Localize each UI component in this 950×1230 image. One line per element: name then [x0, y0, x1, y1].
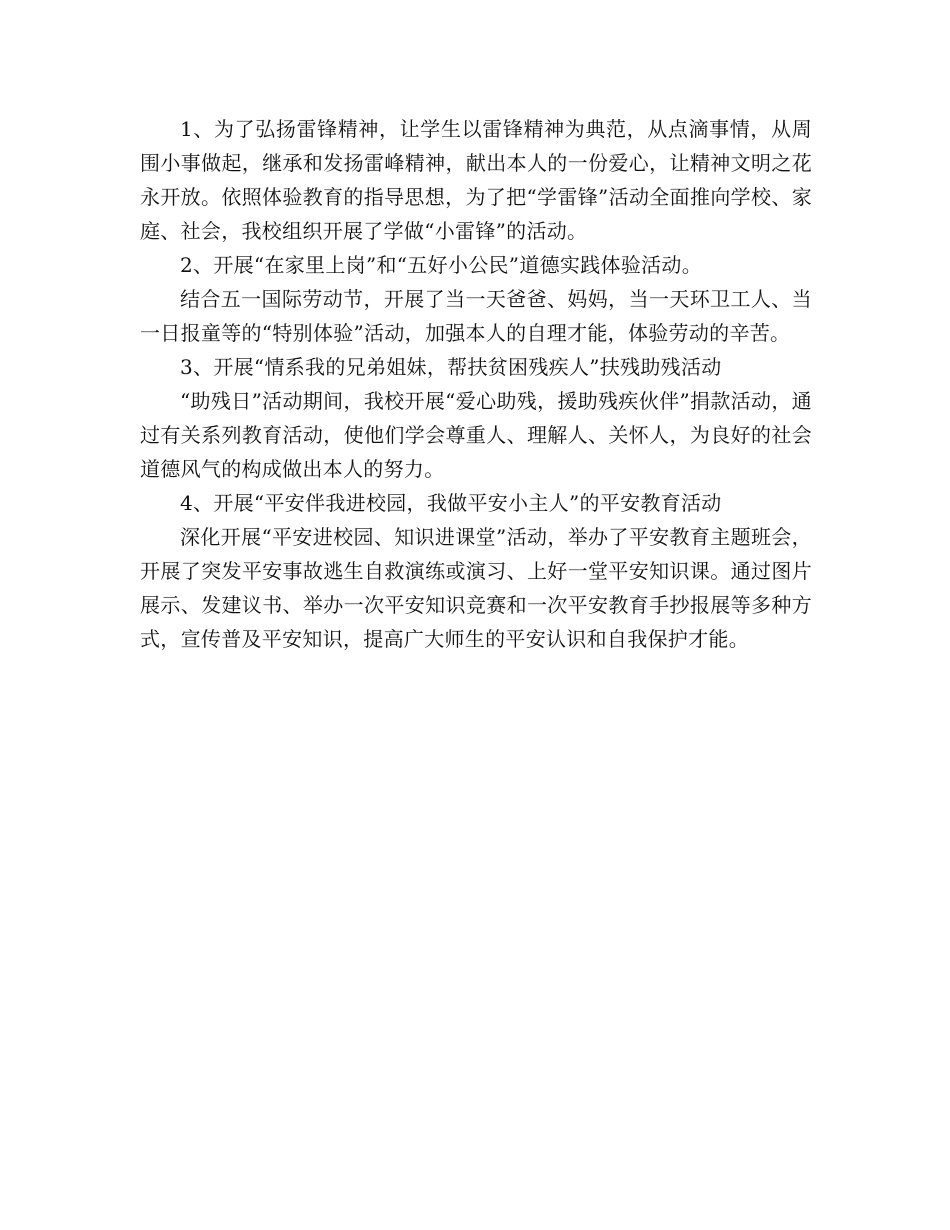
- paragraph-7: 深化开展“平安进校园、知识进课堂”活动，举办了平安教育主题班会，开展了突发平安事故逃生自救演练或演习、上好一堂平安知识课。通过图片展示、发建议书、举办一次平安知识竞赛和一次平安教育手抄报展等多种方式，宣传普及平安知识，提高广大师生的平安认识和自我保护才能。: [140, 525, 812, 651]
- paragraph-3: 结合五一国际劳动节，开展了当一天爸爸、妈妈，当一天环卫工人、当一日报童等的“特别体验”活动，加强本人的自理才能，体验劳动的辛苦。: [140, 287, 812, 345]
- paragraph-5: “助残日”活动期间，我校开展“爱心助残，援助残疾伙伴”捐款活动，通过有关系列教育活动，使他们学会尊重人、理解人、关怀人，为良好的社会道德风气的构成做出本人的努力。: [140, 389, 812, 481]
- paragraph-1: 1、为了弘扬雷锋精神，让学生以雷锋精神为典范，从点滴事情，从周围小事做起，继承和发扬雷峰精神，献出本人的一份爱心，让精神文明之花永开放。依照体验教育的指导思想，为了把“学雷锋”活动全面推向学校、家庭、社会，我校组织开展了学做“小雷锋”的活动。: [140, 117, 812, 243]
- document-body: [140, 112, 812, 656]
- paragraph-4: 3、开展“情系我的兄弟姐妹，帮扶贫困残疾人”扶残助残活动: [180, 355, 722, 379]
- paragraph-2: 2、开展“在家里上岗”和“五好小公民”道德实践体验活动。: [180, 253, 703, 277]
- paragraph-6: 4、开展“平安伴我进校园，我做平安小主人”的平安教育活动: [180, 491, 722, 515]
